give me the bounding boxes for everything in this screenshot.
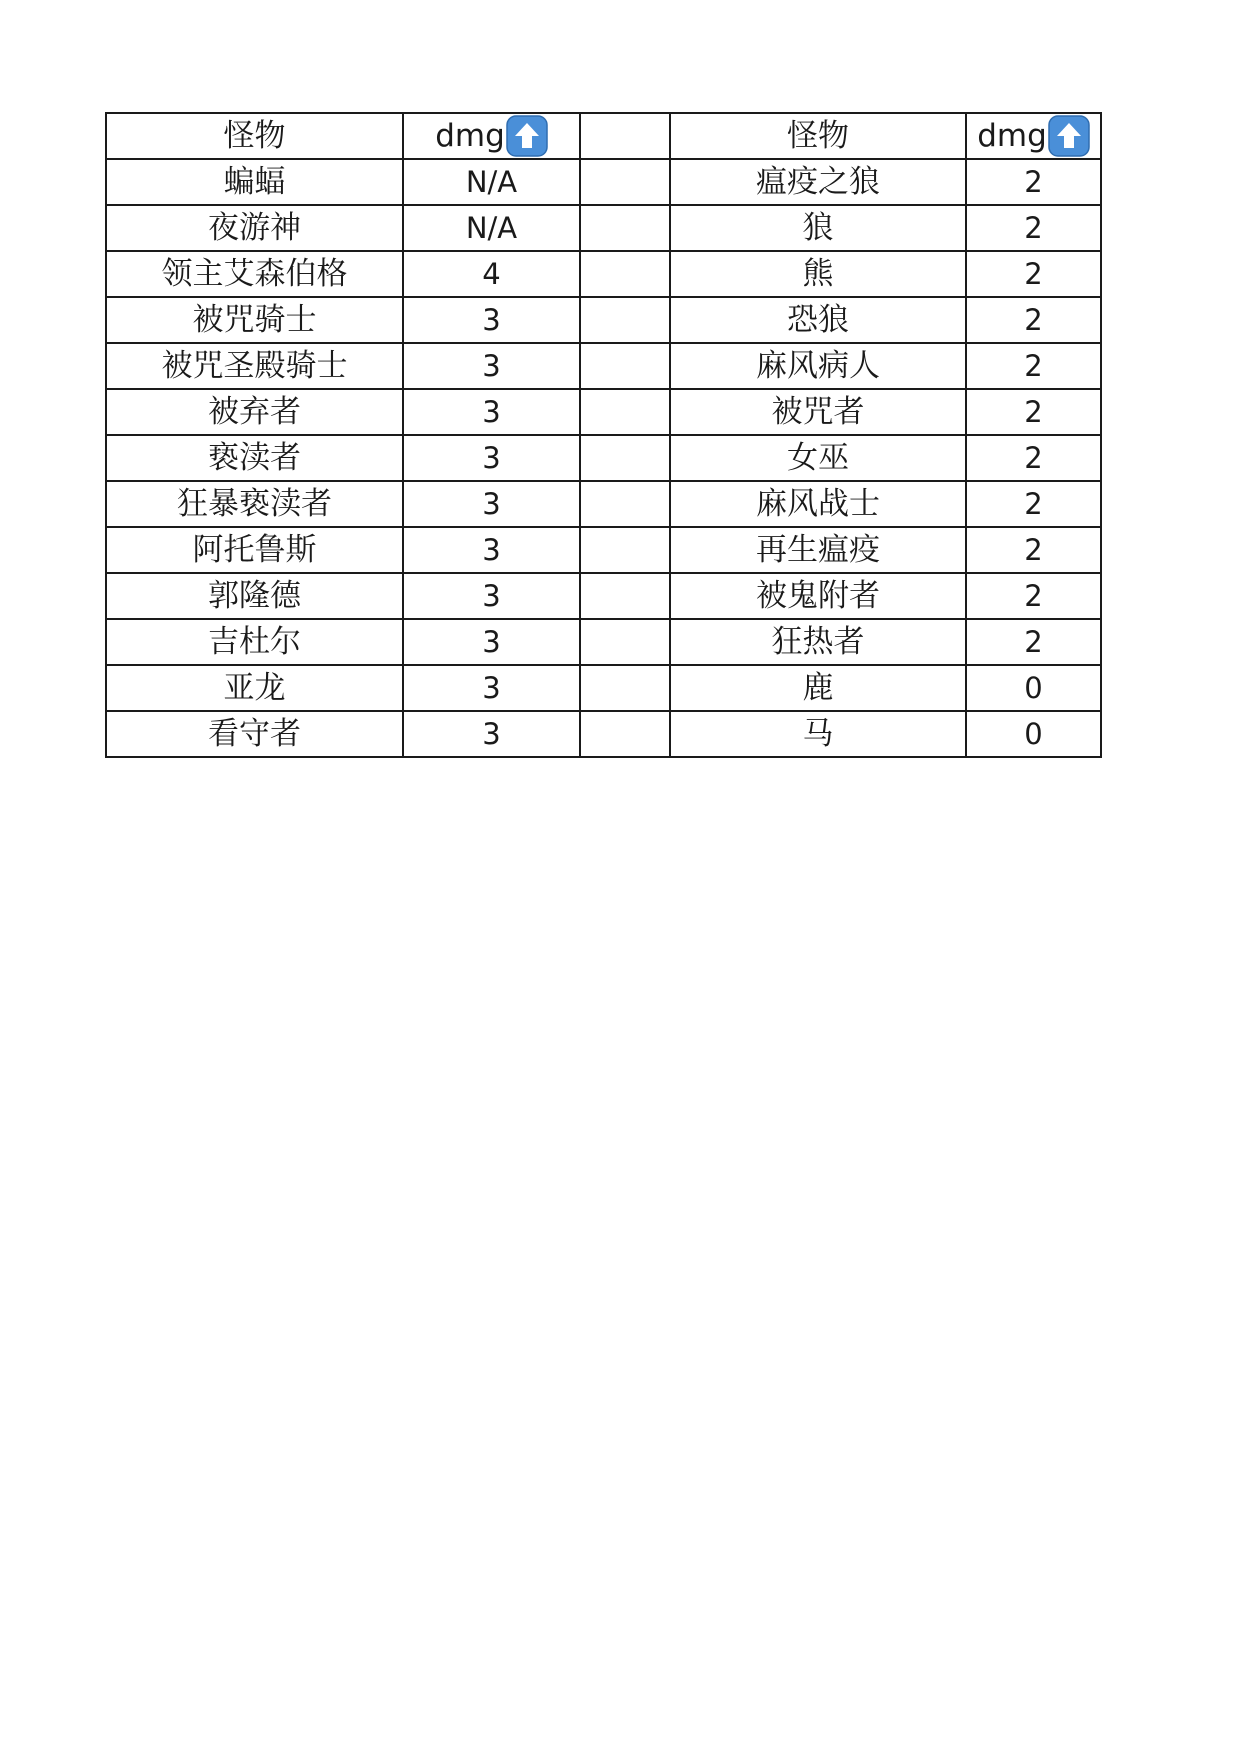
empty-cell bbox=[580, 297, 670, 343]
monster-name-cell: 马 bbox=[670, 711, 966, 757]
damage-value-cell: 2 bbox=[966, 297, 1101, 343]
damage-value-cell: 3 bbox=[403, 435, 580, 481]
up-arrow-icon[interactable] bbox=[1048, 115, 1090, 157]
empty-cell bbox=[580, 481, 670, 527]
monster-name-cell: 被咒骑士 bbox=[106, 297, 403, 343]
monster-name-cell: 被鬼附者 bbox=[670, 573, 966, 619]
monster-name-cell: 看守者 bbox=[106, 711, 403, 757]
damage-value-cell: 2 bbox=[966, 481, 1101, 527]
damage-value-cell: 3 bbox=[403, 711, 580, 757]
header-dmg-label-right: dmg bbox=[977, 118, 1047, 154]
header-monster-left: 怪物 bbox=[106, 113, 403, 159]
monster-name-cell: 夜游神 bbox=[106, 205, 403, 251]
damage-value-cell: 3 bbox=[403, 297, 580, 343]
table-row bbox=[106, 619, 1101, 665]
damage-value-cell: 2 bbox=[966, 619, 1101, 665]
damage-value-cell: 0 bbox=[966, 711, 1101, 757]
monster-name-cell: 麻风战士 bbox=[670, 481, 966, 527]
damage-value-cell: 2 bbox=[966, 573, 1101, 619]
header-dmg-right[interactable] bbox=[966, 113, 1101, 159]
monster-name-cell: 麻风病人 bbox=[670, 343, 966, 389]
damage-value-cell: N/A bbox=[403, 205, 580, 251]
monster-name-cell: 恐狼 bbox=[670, 297, 966, 343]
damage-value-cell: 2 bbox=[966, 343, 1101, 389]
monster-name-cell: 狂热者 bbox=[670, 619, 966, 665]
table-row bbox=[106, 435, 1101, 481]
monster-name-cell: 瘟疫之狼 bbox=[670, 159, 966, 205]
empty-cell bbox=[580, 665, 670, 711]
empty-cell bbox=[580, 205, 670, 251]
damage-value-cell: 2 bbox=[966, 389, 1101, 435]
empty-cell bbox=[580, 389, 670, 435]
table-row bbox=[106, 251, 1101, 297]
monster-name-cell: 亚龙 bbox=[106, 665, 403, 711]
monster-name-cell: 吉杜尔 bbox=[106, 619, 403, 665]
monster-name-cell: 被咒者 bbox=[670, 389, 966, 435]
header-empty-cell bbox=[580, 113, 670, 159]
monster-name-cell: 郭隆德 bbox=[106, 573, 403, 619]
header-dmg-left[interactable] bbox=[403, 113, 580, 159]
table-row bbox=[106, 665, 1101, 711]
up-arrow-icon[interactable] bbox=[506, 115, 548, 157]
damage-value-cell: 0 bbox=[966, 665, 1101, 711]
empty-cell bbox=[580, 619, 670, 665]
header-monster-right: 怪物 bbox=[670, 113, 966, 159]
empty-cell bbox=[580, 435, 670, 481]
damage-value-cell: 3 bbox=[403, 343, 580, 389]
damage-value-cell: 4 bbox=[403, 251, 580, 297]
table-row bbox=[106, 343, 1101, 389]
empty-cell bbox=[580, 251, 670, 297]
table-row bbox=[106, 573, 1101, 619]
damage-value-cell: 3 bbox=[403, 389, 580, 435]
empty-cell bbox=[580, 711, 670, 757]
monster-damage-table bbox=[105, 112, 1102, 758]
header-row bbox=[106, 113, 1101, 159]
header-dmg-label-left: dmg bbox=[435, 118, 505, 154]
damage-value-cell: 2 bbox=[966, 159, 1101, 205]
monster-name-cell: 亵渎者 bbox=[106, 435, 403, 481]
table-row bbox=[106, 389, 1101, 435]
monster-name-cell: 蝙蝠 bbox=[106, 159, 403, 205]
damage-value-cell: 2 bbox=[966, 435, 1101, 481]
monster-name-cell: 被咒圣殿骑士 bbox=[106, 343, 403, 389]
damage-value-cell: 3 bbox=[403, 665, 580, 711]
table-row bbox=[106, 481, 1101, 527]
damage-value-cell: 2 bbox=[966, 527, 1101, 573]
table-row bbox=[106, 527, 1101, 573]
empty-cell bbox=[580, 343, 670, 389]
table-row bbox=[106, 297, 1101, 343]
monster-name-cell: 狂暴亵渎者 bbox=[106, 481, 403, 527]
table-row bbox=[106, 205, 1101, 251]
empty-cell bbox=[580, 527, 670, 573]
damage-value-cell: 3 bbox=[403, 573, 580, 619]
monster-name-cell: 狼 bbox=[670, 205, 966, 251]
monster-name-cell: 被弃者 bbox=[106, 389, 403, 435]
monster-name-cell: 鹿 bbox=[670, 665, 966, 711]
monster-name-cell: 女巫 bbox=[670, 435, 966, 481]
damage-value-cell: N/A bbox=[403, 159, 580, 205]
empty-cell bbox=[580, 159, 670, 205]
monster-name-cell: 熊 bbox=[670, 251, 966, 297]
empty-cell bbox=[580, 573, 670, 619]
table-body bbox=[106, 113, 1101, 757]
damage-value-cell: 2 bbox=[966, 205, 1101, 251]
damage-value-cell: 3 bbox=[403, 527, 580, 573]
table-row bbox=[106, 159, 1101, 205]
monster-name-cell: 再生瘟疫 bbox=[670, 527, 966, 573]
damage-value-cell: 2 bbox=[966, 251, 1101, 297]
damage-value-cell: 3 bbox=[403, 481, 580, 527]
damage-value-cell: 3 bbox=[403, 619, 580, 665]
monster-name-cell: 阿托鲁斯 bbox=[106, 527, 403, 573]
monster-name-cell: 领主艾森伯格 bbox=[106, 251, 403, 297]
table-row bbox=[106, 711, 1101, 757]
